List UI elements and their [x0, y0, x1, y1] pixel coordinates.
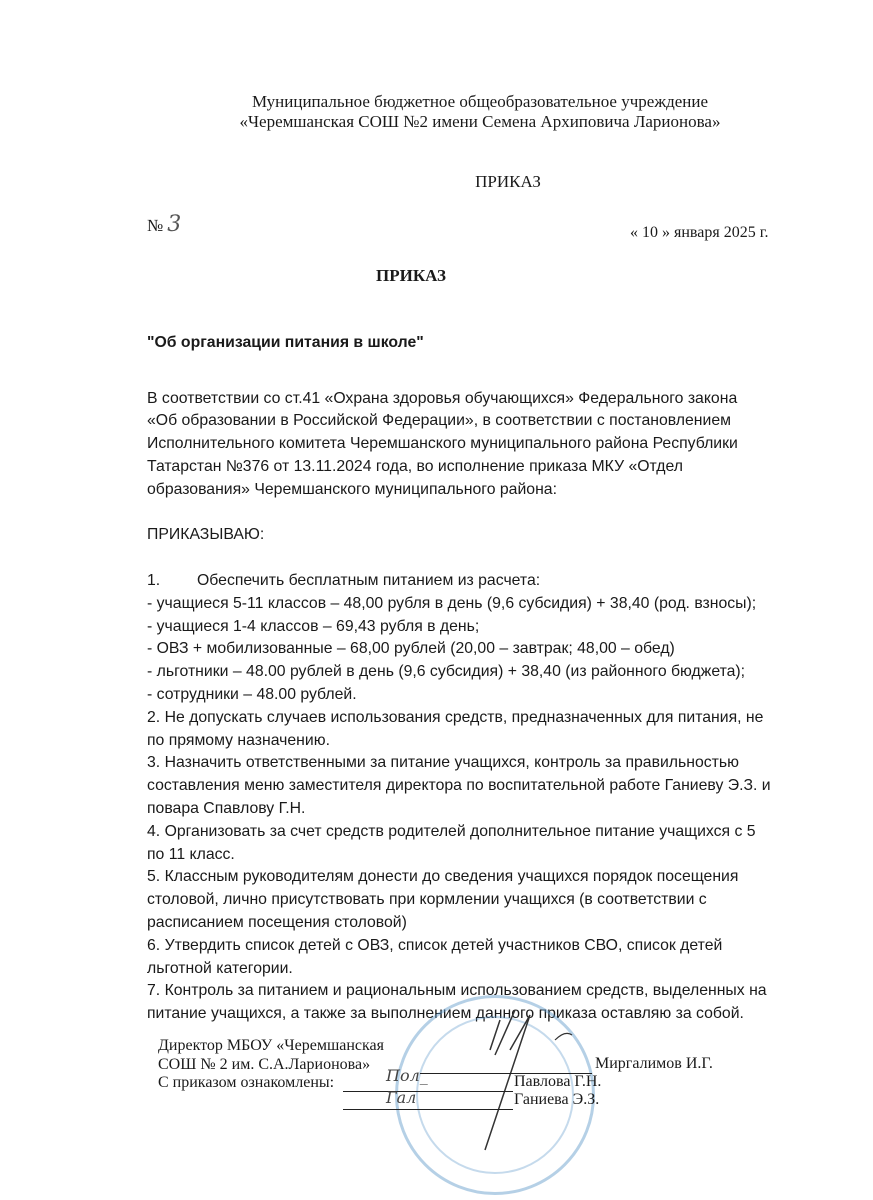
item-1-number: 1. — [147, 571, 161, 589]
order-line: по прямому назначению. — [147, 731, 330, 749]
order-line: 6. Утвердить список детей с ОВЗ, список детей участников СВО, список детей — [147, 936, 723, 954]
order-title-top: ПРИКАЗ — [475, 172, 541, 191]
handwritten-signature-1: Пол_ — [386, 1066, 428, 1085]
director-position-2: СОШ № 2 им. С.А.Ларионова» — [158, 1055, 371, 1073]
org-line-1: Муниципальное бюджетное общеобразовательное учреждение — [251, 92, 709, 111]
order-number — [147, 212, 181, 237]
order-line: - учащиеся 1-4 классов – 69,43 рубля в день; — [147, 617, 480, 635]
org-line-2: «Черемшанская СОШ №2 имени Семена Архиповича Ларионова» — [239, 112, 721, 131]
item-1-text: Обеспечить бесплатным питанием из расчета: — [197, 571, 541, 589]
order-line: 4. Организовать за счет средств родителей дополнительное питание учащихся с 5 — [147, 822, 756, 840]
acquainted-person-1: Павлова Г.Н. — [514, 1073, 602, 1090]
preamble-line: Исполнительного комитета Черемшанского муниципального района Республики — [147, 435, 738, 453]
acquainted-person-2: Ганиева Э.З. — [514, 1091, 600, 1108]
order-line: 2. Не допускать случаев использования средств, предназначенных для питания, не — [147, 708, 764, 726]
decree-word: ПРИКАЗЫВАЮ: — [147, 526, 265, 544]
signature-line-1 — [343, 1091, 513, 1092]
order-line: по 11 класс. — [147, 845, 235, 863]
director-name: Миргалимов И.Г. — [595, 1055, 713, 1072]
order-line: столовой, лично присутствовать при кормлении учащихся (в соответствии с — [147, 891, 707, 909]
order-line: 3. Назначить ответственными за питание учащихся, контроль за правильностью — [147, 754, 739, 772]
order-line: составления меню заместителя директора по воспитательной работе Ганиеву Э.З. и — [147, 777, 771, 795]
order-line: повара Спавлову Г.Н. — [147, 799, 306, 817]
order-line: - льготники – 48.00 рублей в день (9,6 субсидия) + 38,40 (из районного бюджета); — [147, 663, 746, 681]
number-value: 3 — [167, 212, 182, 237]
order-line: - ОВЗ + мобилизованные – 68,00 рублей (20,00 – завтрак; 48,00 – обед) — [147, 640, 675, 658]
order-line: льготной категории. — [147, 959, 293, 977]
preamble-line: В соответствии со ст.41 «Охрана здоровья обучающихся» Федерального закона — [147, 389, 738, 407]
preamble-line: Татарстан №376 от 13.11.2024 года, во исполнение приказа МКУ «Отдел — [147, 457, 683, 475]
order-body — [147, 332, 847, 1026]
order-date: « 10 » января 2025 г. — [630, 224, 769, 241]
order-subject: "Об организации питания в школе" — [147, 334, 424, 351]
order-line: 5. Классным руководителям донести до сведения учащихся порядок посещения — [147, 868, 739, 886]
order-line: - учащиеся 5-11 классов – 48,00 рубля в день (9,6 субсидия) + 38,40 (род. взносы); — [147, 594, 757, 612]
order-line: - сотрудники – 48.00 рублей. — [147, 685, 357, 703]
preamble-line: образования» Черемшанского муниципального района: — [147, 480, 557, 498]
number-label: № — [147, 216, 164, 235]
organization-header — [0, 92, 873, 132]
order-line: расписанием посещения столовой) — [147, 913, 407, 931]
item-1 — [147, 570, 847, 593]
order-title: ПРИКАЗ — [376, 266, 446, 285]
order-line: питание учащихся, а также за выполнением данного приказа оставляю за собой. — [147, 1005, 744, 1023]
handwritten-signature-2: Гал — [386, 1088, 417, 1107]
order-line: 7. Контроль за питанием и рациональным использованием средств, выделенных на — [147, 982, 767, 1000]
preamble-line: «Об образовании в Российской Федерации», в соответствии с постановлением — [147, 412, 731, 430]
acquainted-label: С приказом ознакомлены: — [158, 1074, 335, 1091]
signature-block — [158, 1037, 778, 1108]
signature-line-2 — [343, 1109, 513, 1110]
director-position-1: Директор МБОУ «Черемшанская — [158, 1037, 385, 1054]
